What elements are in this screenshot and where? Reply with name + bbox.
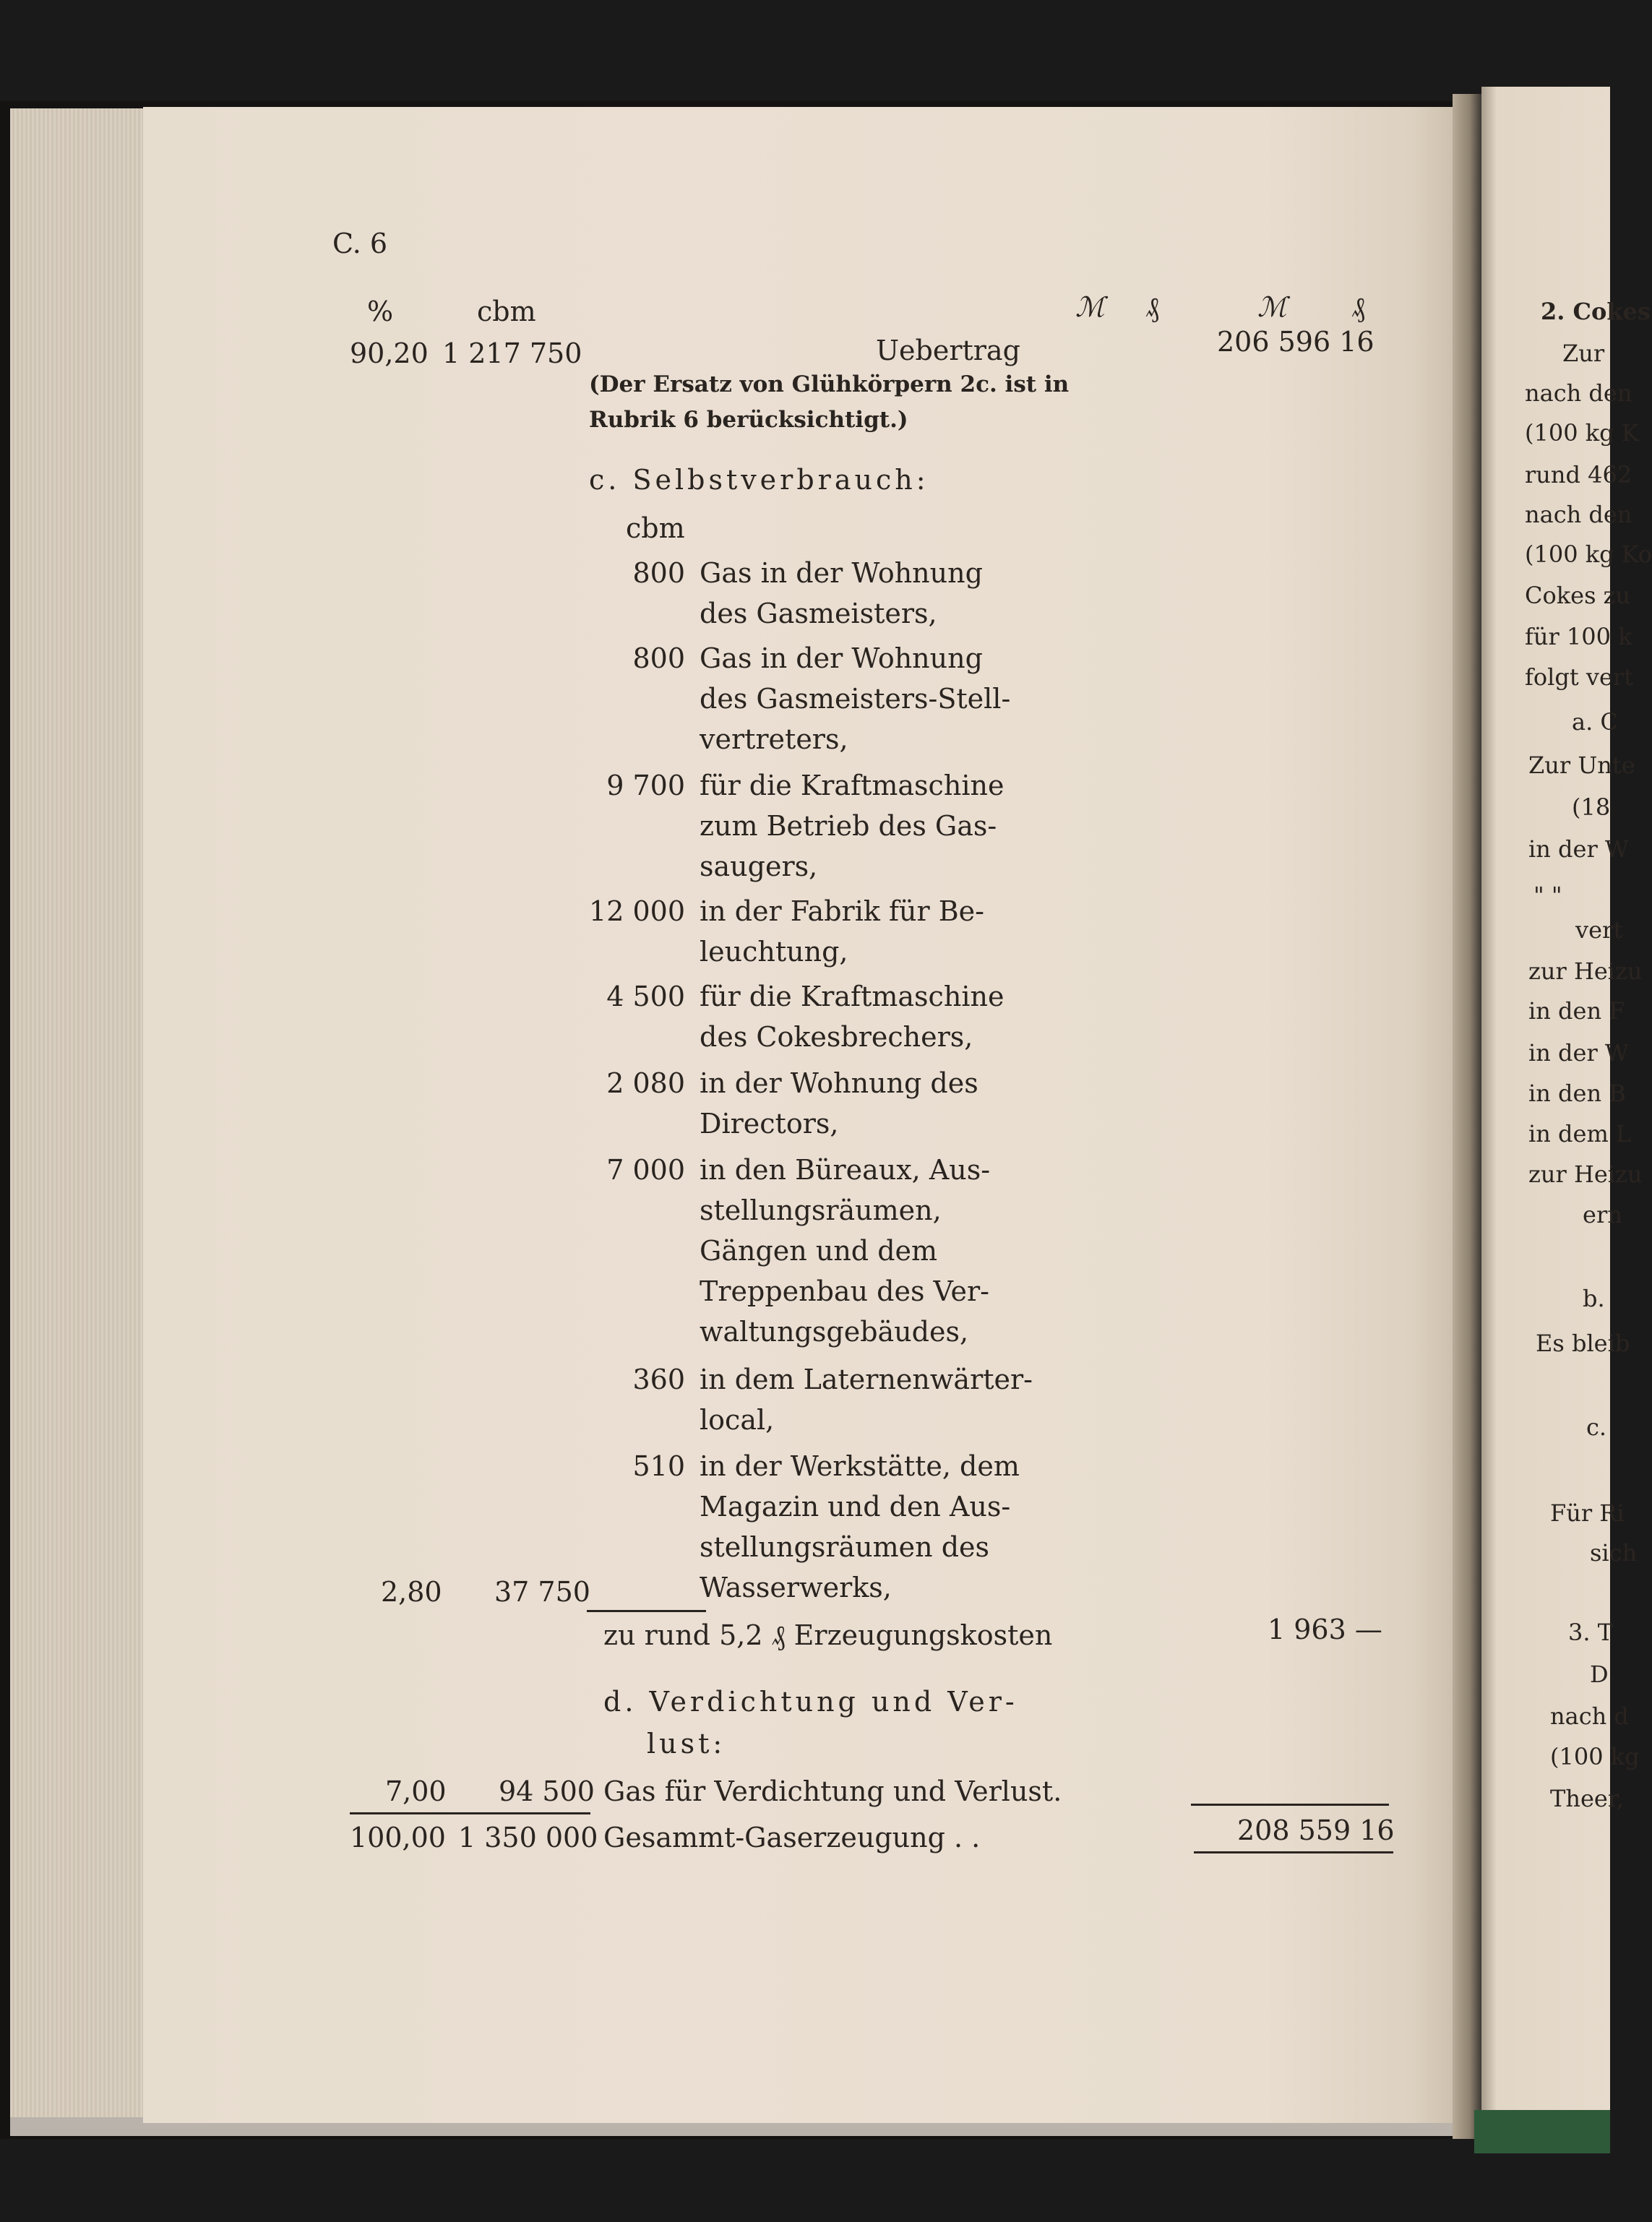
next-page-line: Cokes zu — [1525, 582, 1631, 609]
next-page-line: b. — [1583, 1285, 1605, 1312]
next-page-line: " " — [1533, 882, 1562, 909]
next-page-line: in den F — [1528, 997, 1625, 1025]
item-text: waltungsgebäudes, — [700, 1316, 969, 1348]
item-quantity: 9 700 — [606, 770, 685, 801]
item-text: Directors, — [700, 1108, 839, 1140]
section-d-heading: lust: — [647, 1728, 726, 1760]
pfennig-unit-label: ₰ — [1145, 291, 1159, 323]
item-quantity: 7 000 — [606, 1154, 685, 1186]
page-reference: C. 6 — [332, 228, 388, 259]
item-text: leuchtung, — [700, 936, 848, 968]
next-page-line: Zur Unte — [1528, 752, 1635, 779]
item-text: für die Kraftmaschine — [700, 770, 1004, 801]
note-line: (Der Ersatz von Glühkörpern 2c. ist in — [589, 371, 1070, 397]
subtotal-rule — [587, 1610, 706, 1612]
item-text: in dem Laternenwärter- — [700, 1364, 1033, 1395]
next-page-line: (100 kg — [1550, 1743, 1640, 1770]
mark-unit-label: ℳ — [1257, 291, 1287, 323]
item-quantity: 510 — [632, 1450, 685, 1482]
percent-unit-label: % — [367, 296, 394, 327]
next-page-line: Für Ri — [1550, 1499, 1625, 1527]
next-page-line: (18 — [1572, 793, 1611, 821]
page-stack-edge — [10, 108, 147, 2132]
section-c-cost-amount: 1 963 — — [1268, 1614, 1382, 1645]
next-page-line: 2. Cokes — [1541, 298, 1651, 325]
item-text: saugers, — [700, 851, 818, 882]
next-page-line: sich — [1590, 1539, 1638, 1567]
item-quantity: 800 — [632, 642, 685, 674]
total-cbm: 1 350 000 — [458, 1822, 598, 1853]
item-text: in den Büreaux, Aus- — [700, 1154, 991, 1186]
total-label: Gesammt-Gaserzeugung . . — [603, 1822, 981, 1853]
next-page-line: folgt vert — [1525, 663, 1634, 691]
cbm-unit-label: cbm — [477, 296, 536, 327]
item-text: Wasserwerks, — [700, 1572, 892, 1603]
item-text: Gas in der Wohnung — [700, 642, 983, 674]
next-page-line: a. C — [1572, 708, 1618, 736]
section-d-heading: d. Verdichtung und Ver- — [603, 1686, 1018, 1718]
section-c-cbm: 37 750 — [494, 1576, 590, 1608]
section-c-percent: 2,80 — [381, 1576, 442, 1608]
section-d-label: Gas für Verdichtung und Verlust. — [603, 1775, 1062, 1807]
next-page-line: Es bleib — [1536, 1330, 1630, 1357]
item-text: Gängen und dem — [700, 1235, 938, 1267]
next-page-line: nach den — [1525, 501, 1632, 528]
item-quantity: 360 — [632, 1364, 685, 1395]
next-page-line: für 100 k — [1525, 623, 1632, 650]
next-page-line: 3. T — [1568, 1619, 1614, 1646]
next-page-line: (100 kg K — [1525, 419, 1639, 447]
next-page-line: in dem L — [1528, 1120, 1632, 1147]
total-rule-right — [1191, 1804, 1389, 1806]
next-page-line: nach den — [1525, 379, 1632, 407]
next-page-line: in der W — [1528, 835, 1629, 863]
next-page-line: zur Heizu — [1528, 1160, 1643, 1188]
section-d-cbm: 94 500 — [499, 1775, 595, 1807]
item-text: für die Kraftmaschine — [700, 981, 1004, 1012]
next-page-line: Zur — [1562, 340, 1605, 367]
item-text: in der Fabrik für Be- — [700, 895, 984, 927]
item-quantity: 800 — [632, 557, 685, 589]
note-line: Rubrik 6 berücksichtigt.) — [589, 407, 908, 433]
item-quantity: 12 000 — [589, 895, 685, 927]
next-page-line: in den B — [1528, 1080, 1626, 1107]
item-text: vertreters, — [700, 723, 848, 755]
next-page-line: in der W — [1528, 1039, 1629, 1067]
item-text: des Cokesbrechers, — [700, 1021, 973, 1053]
item-text: stellungsräumen, — [700, 1194, 942, 1226]
item-quantity: 4 500 — [606, 981, 685, 1012]
book-binding — [1474, 2110, 1610, 2153]
item-text: in der Wohnung des — [700, 1067, 978, 1099]
carry-percent: 90,20 — [350, 337, 429, 369]
item-text: des Gasmeisters, — [700, 598, 937, 629]
item-text: zum Betrieb des Gas- — [700, 810, 997, 842]
item-text: des Gasmeisters-Stell- — [700, 683, 1011, 715]
section-d-percent: 7,00 — [385, 1775, 447, 1807]
item-quantity: 2 080 — [606, 1067, 685, 1099]
next-page-line: vert — [1575, 916, 1623, 944]
total-amount: 208 559 16 — [1237, 1814, 1395, 1846]
item-text: stellungsräumen des — [700, 1531, 990, 1563]
item-text: Magazin und den Aus- — [700, 1491, 1011, 1523]
carry-amount: 206 596 16 — [1217, 326, 1374, 358]
next-page-fragment — [1481, 87, 1652, 2139]
carry-cbm: 1 217 750 — [442, 337, 582, 369]
item-text: Gas in der Wohnung — [700, 557, 983, 589]
next-page-line: rund 462 — [1525, 461, 1632, 488]
item-text: in der Werkstätte, dem — [700, 1450, 1020, 1482]
total-rule-left — [350, 1812, 590, 1814]
next-page-line: Theer, — [1550, 1785, 1624, 1812]
next-page-line: ern — [1583, 1201, 1622, 1228]
section-c-unit: cbm — [626, 512, 685, 544]
section-c-cost-label: zu rund 5,2 ₰ Erzeugungskosten — [603, 1619, 1053, 1651]
next-page-line: (100 kg Ko — [1525, 541, 1652, 568]
section-c-heading: c. Selbstverbrauch: — [589, 464, 929, 496]
pfennig-unit-label: ₰ — [1351, 291, 1365, 323]
carry-label: Uebertrag — [876, 335, 1020, 366]
next-page-line: nach d — [1550, 1702, 1629, 1730]
mark-unit-label: ℳ — [1075, 291, 1105, 323]
total-double-rule — [1194, 1851, 1393, 1853]
next-page-line: zur Heizu — [1528, 957, 1643, 985]
book-gutter — [1453, 94, 1481, 2139]
item-text: local, — [700, 1404, 775, 1436]
total-percent: 100,00 — [350, 1822, 446, 1853]
item-text: Treppenbau des Ver- — [700, 1275, 989, 1307]
next-page-line: c. — [1586, 1413, 1607, 1441]
next-page-line: D — [1590, 1661, 1609, 1688]
